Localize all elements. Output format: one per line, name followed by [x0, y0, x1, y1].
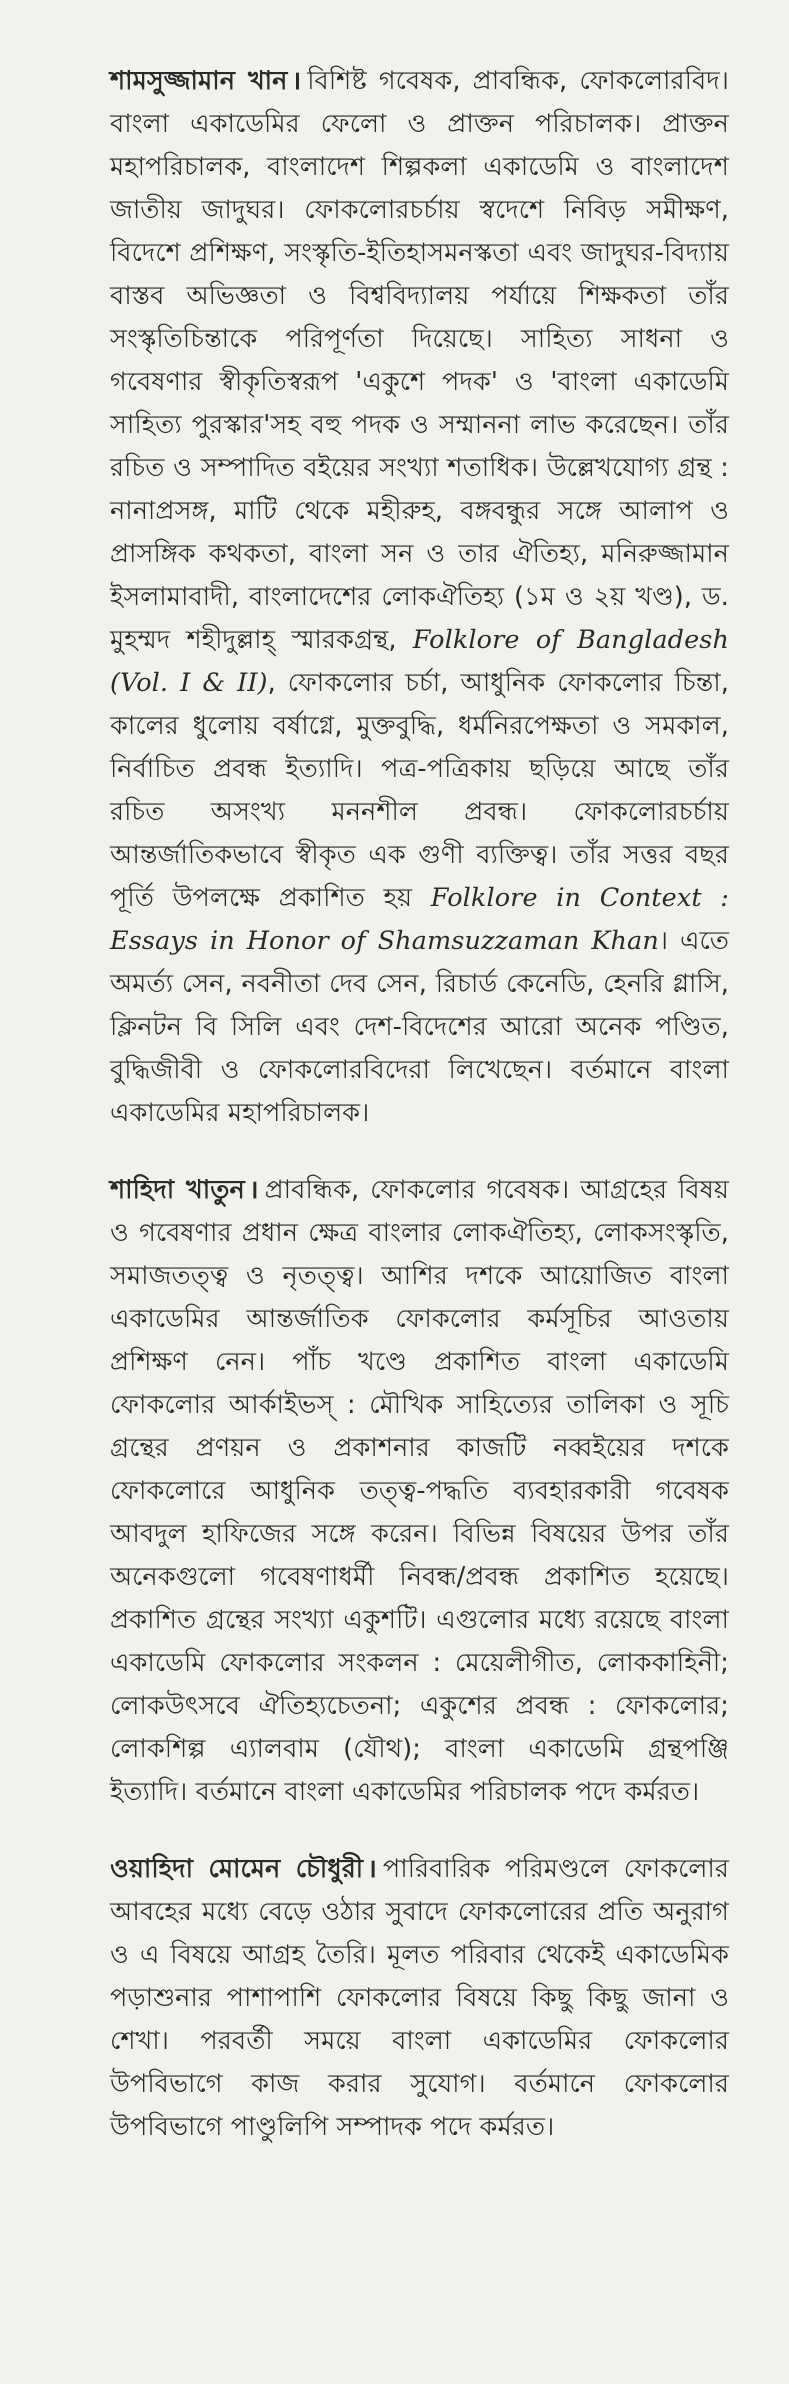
bio-name-separator: ।	[248, 1175, 259, 1205]
bio-shamsuzzaman-khan	[110, 60, 729, 1135]
bio-text: , ফোকলোর চর্চা, আধুনিক ফোকলোর চিন্তা, কালের ধুলোয় বর্ষাগ্নে, মুক্তবুদ্ধি, ধর্মনিরপেক্ষতা ও সমকাল, নির্বাচিত প্রবন্ধ ইত্যাদি। পত্র-পত্রিকায় ছড়িয়ে আছে তাঁর রচিত অসংখ্য মননশীল প্রবন্ধ। ফোকলোরচর্চায় আন্তর্জাতিকভাবে স্বীকৃত এক গুণী ব্যক্তিত্ব। তাঁর সত্তর বছর পূর্তি উপলক্ষে প্রকাশিত হয়	[110, 668, 730, 913]
bio-name-separator: ।	[367, 1854, 377, 1884]
bio-book-title: Folklore in Context : Essays in Honor of Shamsuzzaman Khan	[110, 883, 729, 956]
bio-shahida-khatun	[110, 1169, 729, 1814]
bio-name-separator: ।	[291, 66, 302, 96]
bio-text: প্রাবন্ধিক, ফোকলোর গবেষক। আগ্রহের বিষয় ও গবেষণার প্রধান ক্ষেত্র বাংলার লোকঐতিহ্য, লোকসংস্কৃতি, সমাজতত্ত্ব ও নৃতত্ত্ব। আশির দশকে আয়োজিত বাংলা একাডেমির আন্তর্জাতিক ফোকলোর কর্মসূচির আওতায় প্রশিক্ষণ নেন। পাঁচ খণ্ডে প্রকাশিত বাংলা একাডেমি ফোকলোর আর্কাইভস্ : মৌখিক সাহিত্যের তালিকা ও সূচি গ্রন্থের প্রণয়ন ও প্রকাশনার কাজটি নব্বইয়ের দশকে ফোকলোরে আধুনিক তত্ত্ব-পদ্ধতি ব্যবহারকারী গবেষক আবদুল হাফিজের সঙ্গে করেন। বিভিন্ন বিষয়ের উপর তাঁর অনেকগুলো গবেষণাধর্মী নিবন্ধ/প্রবন্ধ প্রকাশিত হয়েছে। প্রকাশিত গ্রন্থের সংখ্যা একুশটি। এগুলোর মধ্যে রয়েছে বাংলা একাডেমি ফোকলোর সংকলন : মেয়েলীগীত, লোককাহিনী; লোকউৎসবে ঐতিহ্যচেতনা; একুশের প্রবন্ধ : ফোকলোর; লোকশিল্প এ্যালবাম (যৌথ); বাংলা একাডেমি গ্রন্থপঞ্জি ইত্যাদি। বর্তমানে বাংলা একাডেমির পরিচালক পদে কর্মরত।	[110, 1175, 729, 1807]
bio-book-title: Folklore of Bangladesh (Vol. I & II)	[110, 625, 729, 698]
bio-text: পারিবারিক পরিমণ্ডলে ফোকলোর আবহের মধ্যে বেড়ে ওঠার সুবাদে ফোকলোরের প্রতি অনুরাগ ও এ বিষয়ে আগ্রহ তৈরি। মূলত পরিবার থেকেই একাডেমিক পড়াশুনার পাশাপাশি ফোকলোর বিষয়ে কিছু কিছু জানা ও শেখা। পরবর্তী সময়ে বাংলা একাডেমির ফোকলোর উপবিভাগে কাজ করার সুযোগ। বর্তমানে ফোকলোর উপবিভাগে পাণ্ডুলিপি সম্পাদক পদে কর্মরত।	[110, 1854, 729, 2142]
bio-text: । এতে অমর্ত্য সেন, নবনীতা দেব সেন, রিচার্ড কেনেডি, হেনরি গ্লাসি, ক্লিনটন বি সিলি এবং দেশ-বিদেশের আরো অনেক পণ্ডিত, বুদ্ধিজীবী ও ফোকলোরবিদেরা লিখেছেন। বর্তমানে বাংলা একাডেমির মহাপরিচালক।	[110, 926, 730, 1128]
bio-text: বিশিষ্ট গবেষক, প্রাবন্ধিক, ফোকলোরবিদ। বাংলা একাডেমির ফেলো ও প্রাক্তন পরিচালক। প্রাক্তন মহাপরিচালক, বাংলাদেশ শিল্পকলা একাডেমি ও বাংলাদেশ জাতীয় জাদুঘর। ফোকলোরচর্চায় স্বদেশে নিবিড় সমীক্ষণ, বিদেশে প্রশিক্ষণ, সংস্কৃতি-ইতিহাসমনস্কতা এবং জাদুঘর-বিদ্যায় বাস্তব অভিজ্ঞতা ও বিশ্ববিদ্যালয় পর্যায়ে শিক্ষকতা তাঁর সংস্কৃতিচিন্তাকে পরিপূর্ণতা দিয়েছে। সাহিত্য সাধনা ও গবেষণার স্বীকৃতিস্বরূপ 'একুশে পদক' ও 'বাংলা একাডেমি সাহিত্য পুরস্কার'সহ বহু পদক ও সম্মাননা লাভ করেছেন। তাঁর রচিত ও সম্পাদিত বইয়ের সংখ্যা শতাধিক। উল্লেখযোগ্য গ্রন্থ : নানাপ্রসঙ্গ, মাটি থেকে মহীরুহ, বঙ্গবন্ধুর সঙ্গে আলাপ ও প্রাসঙ্গিক কথকতা, বাংলা সন ও তার ঐতিহ্য, মনিরুজ্জামান ইসলামাবাদী, বাংলাদেশের লোকঐতিহ্য (১ম ও ২য় খণ্ড), ড. মুহম্মদ শহীদুল্লাহ্ স্মারকগ্রন্থ,	[110, 66, 729, 655]
bio-wahida-momen-chowdhury	[110, 1848, 729, 2149]
bio-name: শাহিদা খাতুন	[110, 1175, 245, 1205]
bio-name: শামসুজ্জামান খান	[110, 66, 288, 96]
bio-name: ওয়াহিদা মোমেন চৌধুরী	[110, 1854, 364, 1884]
